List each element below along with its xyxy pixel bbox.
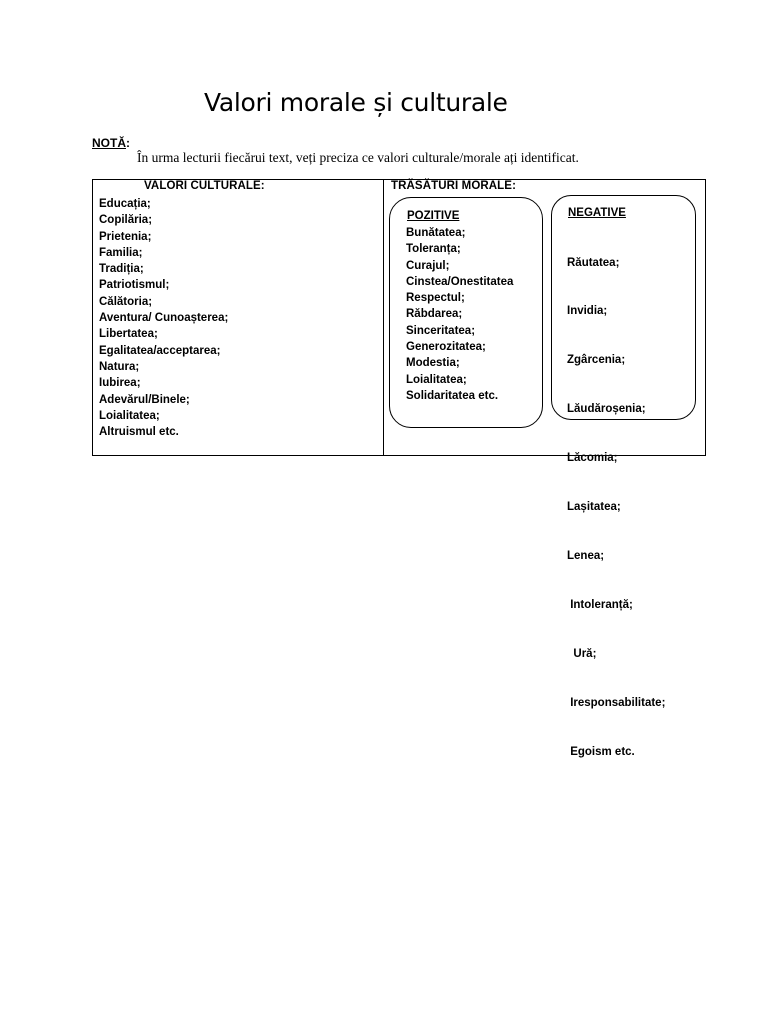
list-item: Bunătatea;: [406, 227, 466, 239]
list-item: Educația;: [99, 198, 151, 210]
list-item: Cinstea/Onestitatea: [406, 275, 514, 288]
list-item: Loialitatea;: [406, 373, 467, 386]
list-item: Familia;: [99, 246, 143, 259]
note-label-text: NOTĂ: [92, 136, 126, 150]
list-item: Sinceritatea;: [406, 324, 476, 337]
list-item: Răutatea;: [567, 256, 620, 269]
list-item: Generozitatea;: [406, 341, 486, 354]
list-item: Toleranța;: [406, 243, 461, 256]
list-item: Libertatea;: [99, 328, 158, 341]
positive-traits-header: POZITIVE: [407, 210, 460, 222]
list-item: Invidia;: [567, 305, 608, 318]
list-item: Iresponsabilitate;: [567, 696, 666, 709]
page-title: Valori morale și culturale: [204, 88, 508, 117]
list-item: Egoism etc.: [567, 745, 635, 758]
list-item: Aventura/ Cunoașterea;: [99, 312, 229, 325]
list-item: Respectul;: [406, 292, 465, 305]
list-item: Lăcomia;: [567, 452, 618, 465]
list-item: Călătoria;: [99, 295, 153, 308]
table-column-divider: [383, 179, 384, 456]
list-item: Altruismul etc.: [99, 426, 179, 439]
note-label: [92, 136, 130, 150]
list-item: Ură;: [567, 647, 597, 660]
list-item: Iubirea;: [99, 377, 141, 390]
list-item: Natura;: [99, 360, 140, 373]
note-text: În urma lecturii fiecărui text, veți preciza ce valori culturale/morale ați identificat.: [137, 150, 579, 165]
list-item: Curajul;: [406, 259, 450, 272]
cultural-values-list: [99, 196, 228, 440]
list-item: Lașitatea;: [567, 501, 621, 514]
moral-traits-header: TRĂSĂTURI MORALE:: [391, 180, 516, 192]
list-item: Solidaritatea etc.: [406, 389, 499, 402]
cultural-values-header: VALORI CULTURALE:: [144, 180, 265, 192]
list-item: Modestia;: [406, 357, 460, 370]
list-item: Adevărul/Binele;: [99, 393, 190, 406]
list-item: Intoleranță;: [567, 598, 633, 611]
note-label-colon: :: [126, 136, 130, 150]
list-item: Lăudăroșenia;: [567, 403, 646, 416]
list-item: Răbdarea;: [406, 308, 463, 321]
list-item: Tradiția;: [99, 263, 144, 276]
negative-traits-header: NEGATIVE: [568, 207, 626, 219]
list-item: Copilăria;: [99, 214, 153, 227]
positive-traits-list: [406, 225, 513, 404]
list-item: Egalitatea/acceptarea;: [99, 344, 221, 357]
negative-traits-list: [567, 222, 665, 776]
list-item: Zgârcenia;: [567, 354, 626, 367]
list-item: Loialitatea;: [99, 409, 160, 422]
list-item: Prietenia;: [99, 230, 152, 243]
list-item: Patriotismul;: [99, 279, 170, 292]
list-item: Lenea;: [567, 549, 605, 562]
